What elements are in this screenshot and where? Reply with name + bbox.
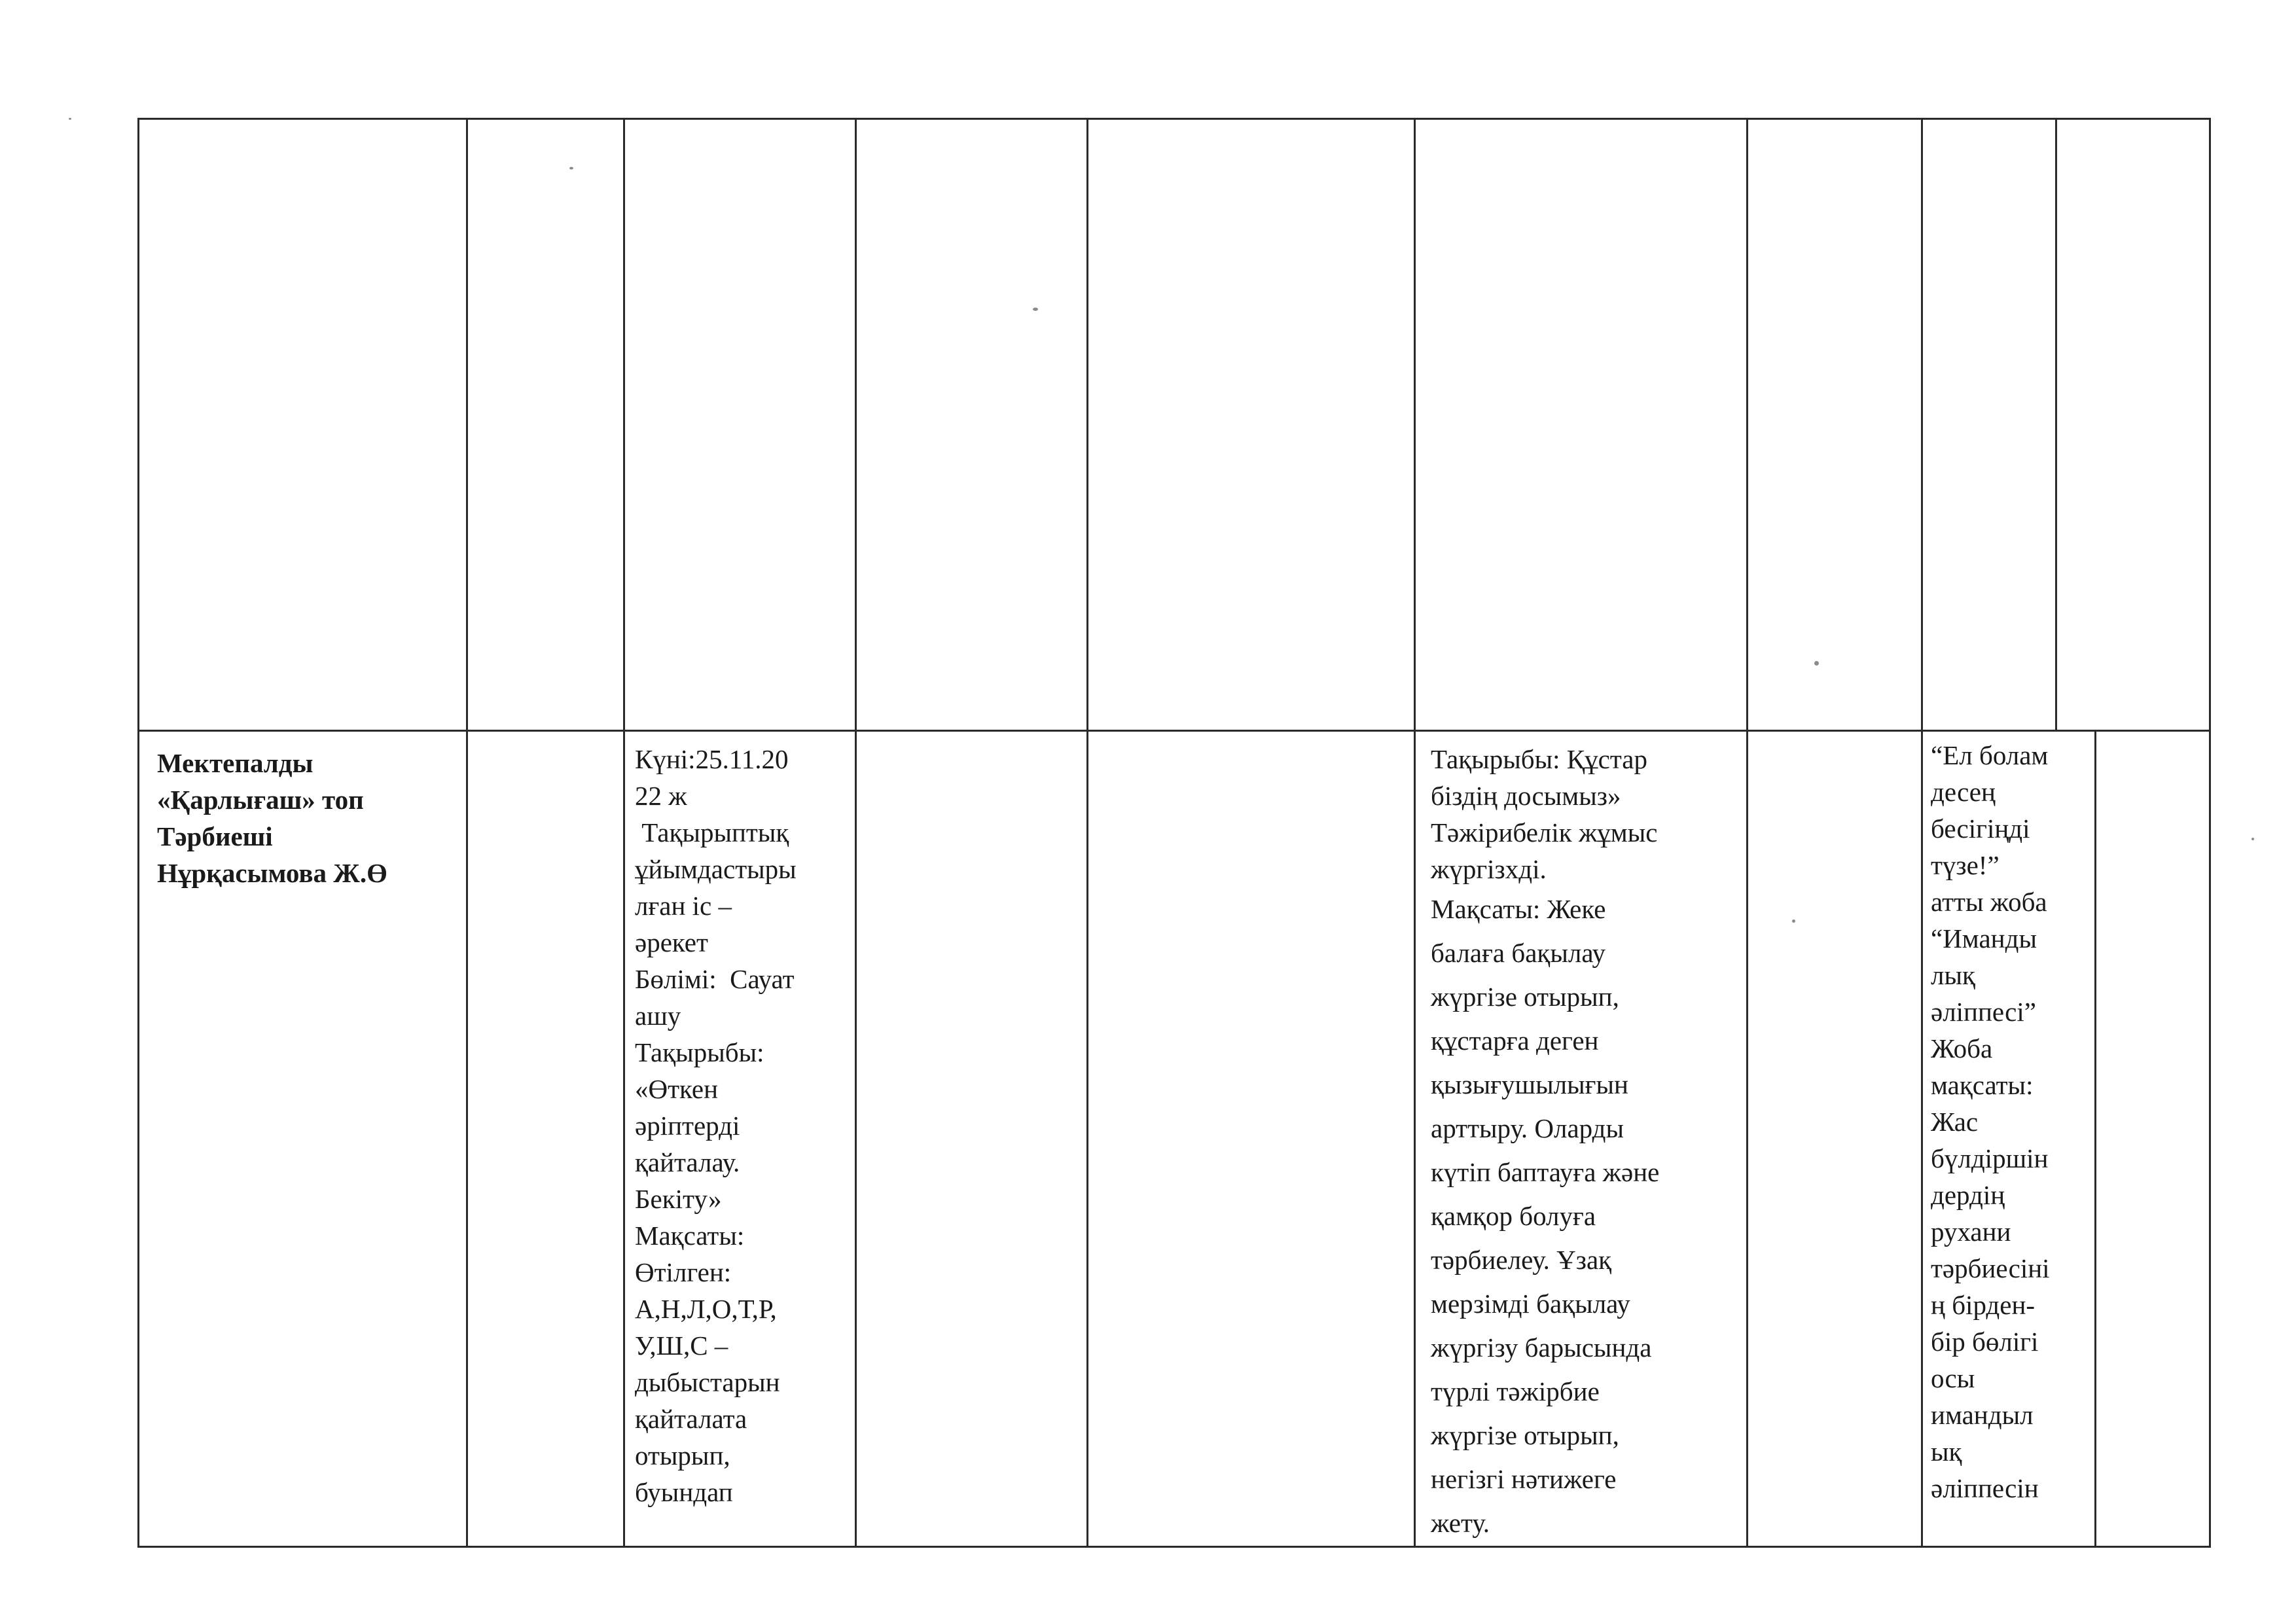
experiment-line: жүргізхді. [1431, 854, 1547, 884]
experiment-line: қызығушылығын [1431, 1069, 1628, 1099]
experiment-line: жүргізу барысында [1431, 1332, 1652, 1363]
project-line: бүлдіршін [1931, 1143, 2049, 1173]
column-divider [855, 118, 857, 1548]
project-line: түзе!” [1931, 850, 2000, 880]
scan-speck [69, 118, 71, 120]
project-line: атты жоба [1931, 887, 2047, 917]
experiment-line: Тәжірибелік жұмыс [1431, 817, 1658, 847]
project-line: рухани [1931, 1217, 2011, 1247]
group-line: Тәрбиеші [157, 821, 273, 851]
activity-line: У,Ш,С – [635, 1330, 728, 1361]
scan-speck [1792, 919, 1795, 923]
project-line: ң бірден- [1931, 1290, 2036, 1320]
project-line: Жас [1931, 1107, 1979, 1137]
project-line: лық [1931, 960, 1975, 990]
activity-line: Өтілген: [635, 1257, 732, 1287]
experiment-line: негізгі нәтижеге [1431, 1464, 1617, 1494]
experiment-line: Тақырыбы: Құстар [1431, 744, 1647, 774]
activity-line: дыбыстарын [635, 1367, 780, 1397]
project-line: тәрбиесіні [1931, 1253, 2050, 1283]
project-line: имандыл [1931, 1400, 2034, 1430]
project-line: бір бөлігі [1931, 1327, 2039, 1357]
project-line: ық [1931, 1436, 1962, 1467]
project-line: “Ел болам [1931, 740, 2049, 770]
experiment-line: жету. [1431, 1508, 1490, 1538]
project-cell [1931, 737, 2091, 1507]
activity-line: әріптерді [635, 1111, 740, 1141]
column-divider [1921, 118, 1923, 1548]
experiment-work-cell [1431, 741, 1742, 1545]
activity-line: қайталау. [635, 1147, 740, 1177]
project-line: бесігіңді [1931, 813, 2030, 844]
column-divider [1414, 118, 1416, 1548]
project-line: дердің [1931, 1180, 2005, 1210]
table-bottom-border [137, 1546, 2211, 1548]
activity-line: Бөлімі: Сауат [635, 964, 795, 994]
scan-speck [1814, 661, 1819, 666]
activity-line: ұйымдастыры [635, 854, 797, 884]
table-top-border [137, 118, 2211, 120]
experiment-line: арттыру. Оларды [1431, 1113, 1624, 1143]
column-divider [1086, 118, 1088, 1548]
project-line: Жоба [1931, 1033, 1993, 1063]
activity-line: Мақсаты: [635, 1221, 745, 1251]
activity-line: 22 ж [635, 781, 687, 811]
activity-line: Тақырыптық [635, 817, 789, 847]
experiment-line: қамқор болуға [1431, 1201, 1596, 1231]
experiment-line: Мақсаты: Жеке [1431, 894, 1606, 924]
column-divider-lower [2094, 730, 2096, 1548]
column-divider [1746, 118, 1748, 1548]
column-divider-upper [2055, 118, 2057, 732]
table-right-border [2209, 118, 2211, 1548]
activity-line: әрекет [635, 927, 708, 957]
activity-line: буындап [635, 1477, 733, 1507]
project-line: осы [1931, 1363, 1975, 1393]
row-divider [137, 730, 2211, 732]
activity-line: қайталата [635, 1404, 747, 1434]
project-line: мақсаты: [1931, 1070, 2034, 1100]
experiment-line: жүргізе отырып, [1431, 982, 1619, 1012]
scan-speck [569, 167, 573, 169]
table-left-border [137, 118, 139, 1548]
activity-line: А,Н,Л,О,Т,Р, [635, 1294, 777, 1324]
experiment-line: мерзімді бақылау [1431, 1289, 1630, 1319]
activity-line: лған іс – [635, 891, 732, 921]
group-line: «Қарлығаш» топ [157, 785, 364, 815]
project-line: десең [1931, 777, 1996, 807]
column-divider [623, 118, 625, 1548]
activity-line: Күні:25.11.20 [635, 744, 789, 774]
scan-speck [2251, 838, 2254, 840]
group-line: Мектепалды [157, 748, 314, 778]
scan-speck [1033, 308, 1038, 311]
experiment-line: біздің досымыз» [1431, 781, 1621, 811]
activity-line: Тақырыбы: [635, 1037, 764, 1067]
experiment-line: күтіп баптауға және [1431, 1157, 1660, 1187]
project-line: “Иманды [1931, 923, 2037, 954]
group-teacher-cell [157, 745, 458, 891]
activity-line: «Өткен [635, 1074, 719, 1104]
activity-line: Бекіту» [635, 1184, 722, 1214]
experiment-line: тәрбиелеу. Ұзақ [1431, 1245, 1612, 1275]
experiment-line: түрлі тәжірбие [1431, 1376, 1600, 1406]
column-divider [466, 118, 468, 1548]
project-line: әліппесін [1931, 1473, 2039, 1503]
experiment-line: балаға бақылау [1431, 938, 1605, 968]
activity-line: ашу [635, 1001, 681, 1031]
project-line: әліппесі” [1931, 997, 2036, 1027]
activity-line: отырып, [635, 1440, 730, 1471]
experiment-line: жүргізе отырып, [1431, 1420, 1619, 1450]
group-line: Нұрқасымова Ж.Ө [157, 858, 387, 888]
organized-activity-cell [635, 741, 851, 1510]
experiment-line: құстарға деген [1431, 1026, 1599, 1056]
